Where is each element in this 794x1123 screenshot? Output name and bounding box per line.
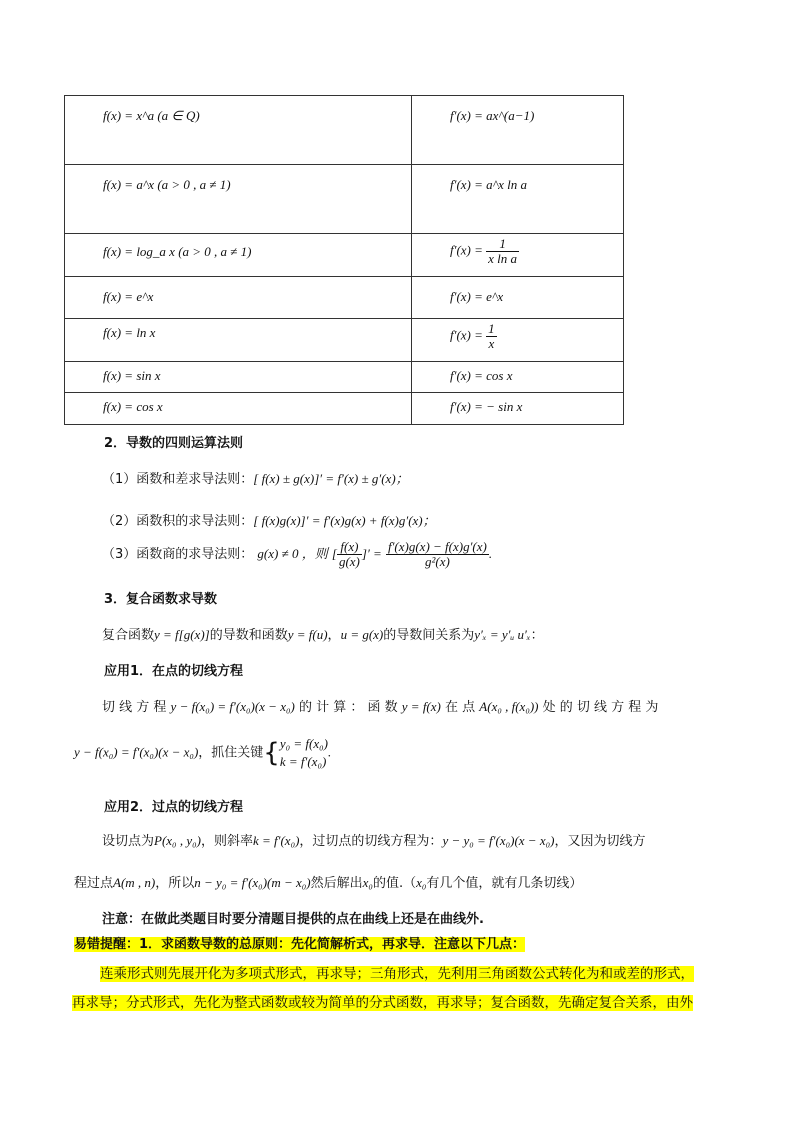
derivative-formula: f′(x) = e^x (450, 289, 504, 304)
formula: A(x₀ , f(x₀)) (479, 699, 539, 714)
table-cell-function (65, 96, 412, 165)
function-formula: f(x) = log_a x (a > 0 , a ≠ 1) (103, 244, 252, 259)
table-cell-function (65, 393, 412, 425)
table-cell-derivative (412, 277, 624, 319)
table-cell-function (65, 277, 412, 319)
app2-line1 (102, 830, 645, 849)
table-cell-derivative (412, 362, 624, 393)
tip-text: 连乘形式则先展开化为多项式形式，再求导；三角形式，先利用三角函数公式转化为和或差的形式， (100, 966, 694, 982)
function-formula: f(x) = cos x (103, 399, 163, 414)
text: ，又因为切线方 (554, 834, 646, 849)
table-cell-derivative (412, 319, 624, 362)
table-cell-function (65, 362, 412, 393)
text: 然后解出 (310, 876, 363, 891)
derivative-formula: f′(x) = ax^(a−1) (450, 108, 535, 123)
formula: y − f(x₀) = f′(x₀)(x − x₀) (74, 744, 199, 760)
formula: A(m , n) (113, 875, 156, 890)
text: 的值.（ (372, 876, 417, 891)
quotient-rule-fraction (386, 540, 489, 569)
fraction-denominator: x (488, 336, 495, 351)
table-cell-derivative (412, 393, 624, 425)
formula: y − y₀ = f′(x₀)(x − x₀) (442, 833, 555, 848)
note-text: 注意：在做此类题目时要分清题目提供的点在曲线上还是在曲线外. (102, 912, 484, 927)
text: ： (530, 628, 544, 643)
derivative-formula: f′(x) = cos x (450, 368, 513, 383)
tip-title-text: 易错提醒：1．求函数导数的总原则：先化简解析式，再求导．注意以下几点： (74, 937, 526, 952)
section-title: 2．导数的四则运算法则 (104, 436, 244, 451)
fraction (486, 237, 519, 266)
formula: u = g(x) (340, 627, 384, 642)
formula: n − y₀ = f′(x₀)(m − x₀) (194, 875, 311, 890)
text: ，抓住关键 (198, 745, 264, 761)
text: ， (327, 628, 341, 643)
fraction-denominator: x ln a (488, 251, 518, 266)
text: 有几个值，就有几条切线） (426, 876, 583, 891)
app1-line2: y − f(x₀) = f′(x₀)(x − x₀)，抓住关键{ y₀ = f(x₀) k = f′(x₀) . (74, 736, 332, 769)
table-cell-derivative (412, 165, 624, 234)
formula: y = f(u) (287, 627, 328, 642)
text: 的导数和函数 (209, 628, 288, 643)
tip-text: 再求导；分式形式，先化为整式函数或较为简单的分式函数，再求导；复合函数，先确定复合关系，由外 (72, 995, 693, 1011)
text: 在 点 (445, 700, 476, 715)
text: 的 计 算 ： 函 数 (298, 700, 398, 715)
text: 设切点为 (102, 834, 155, 849)
fraction-numerator: f′(x)g(x) − f(x)g′(x) (387, 539, 487, 554)
formula: y − f(x₀) = f′(x₀)(x − x₀) (170, 699, 295, 714)
derivative-formula (412, 234, 623, 266)
table-cell-derivative (412, 96, 624, 165)
composite-line (102, 624, 544, 643)
derivative-formula: f′(x) = a^x ln a (450, 177, 528, 192)
system-equation: k = f′(x₀) (279, 754, 327, 769)
derivative-formula: f′(x) = − sin x (450, 399, 523, 414)
function-formula: f(x) = e^x (103, 289, 154, 304)
derivative-prefix: f′(x) = (450, 242, 483, 258)
tip-line (100, 962, 694, 982)
text: 切 线 方 程 (102, 700, 167, 715)
rule-formula: [ f(x)g(x)]′ = f′(x)g(x) + f(x)g′(x)； (253, 513, 436, 528)
function-formula: f(x) = ln x (103, 325, 156, 340)
fraction (486, 322, 497, 351)
fraction-denominator: g²(x) (425, 554, 450, 569)
table-cell-function (65, 234, 412, 277)
app2-line2 (74, 872, 582, 891)
system-equation: y₀ = f(x₀) (279, 736, 328, 751)
fraction-numerator: 1 (486, 237, 519, 252)
rule-formula: [ f(x) ± g(x)]′ = f′(x) ± g′(x)； (253, 471, 409, 486)
text: . (327, 744, 332, 760)
text: 处 的 切 线 方 程 为 (542, 700, 659, 715)
table-cell-function (65, 319, 412, 362)
section-title: 3．复合函数求导数 (104, 592, 218, 607)
tip-line (72, 991, 693, 1011)
formula: y = f[g(x)] (154, 627, 210, 642)
function-formula: f(x) = sin x (103, 368, 161, 383)
section-title: 应用1．在点的切线方程 (104, 664, 244, 679)
formula: P(x₀ , y₀) (154, 833, 201, 848)
derivative-formula (412, 319, 623, 351)
rule-line (102, 510, 436, 529)
fraction-denominator: g(x) (338, 554, 360, 569)
table-cell-function (65, 165, 412, 234)
fraction-numerator: 1 (488, 321, 495, 336)
text: ，过切点的切线方程为： (299, 834, 443, 849)
text: 的导数间关系为 (383, 628, 475, 643)
function-formula: f(x) = x^a (a ∈ Q) (103, 108, 200, 123)
rule-label: （3）函数商的求导法则： (102, 547, 254, 562)
text: ，所以 (155, 876, 195, 891)
rule-label: （2）函数积的求导法则： (102, 514, 254, 529)
app1-line1 (102, 696, 658, 715)
derivative-prefix: f′(x) = (450, 327, 483, 343)
rule-label: （1）函数和差求导法则： (102, 472, 254, 487)
equation-system (280, 735, 328, 771)
formula: y′ₓ = y′ᵤ u′ₓ (474, 627, 531, 642)
tip-title (74, 933, 525, 952)
text: ，则斜率 (200, 834, 253, 849)
section-title: 应用2．过点的切线方程 (104, 800, 244, 815)
quotient-fraction (337, 540, 362, 569)
formula: x₀ (416, 875, 427, 890)
function-formula: f(x) = a^x (a > 0 , a ≠ 1) (103, 177, 231, 192)
fraction-numerator: f(x) (337, 540, 362, 555)
rule-condition: g(x) ≠ 0 ，则 (257, 546, 328, 561)
rule-line (102, 468, 409, 487)
formula: y = f(x) (401, 699, 441, 714)
text: 复合函数 (102, 628, 155, 643)
derivative-table (64, 95, 624, 425)
formula: x₀ (362, 875, 373, 890)
text: 程过点 (74, 876, 114, 891)
formula: k = f′(x₀) (252, 833, 300, 848)
rule-line: （3）函数商的求导法则： g(x) ≠ 0 ，则 [ $\frac{f(x)}{g(x)}$ ]′ = $\frac{f'(x)g(x) - f(x)g'(x)}{\text{g²(x)}}$ . (102, 539, 493, 569)
table-cell-derivative (412, 234, 624, 277)
